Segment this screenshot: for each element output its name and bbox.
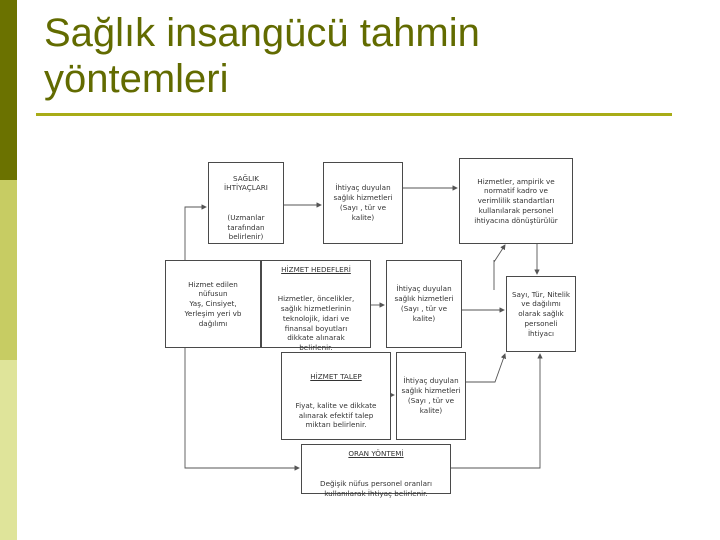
box-sayi-tur-nitelik xyxy=(506,276,576,352)
slide-title: Sağlık insangücü tahmin yöntemleri xyxy=(44,11,480,101)
box-hizmet-hedefleri-heading: HİZMET HEDEFLERİ xyxy=(281,264,351,274)
box-hizmetler-ampirik xyxy=(459,158,573,244)
box-ihtiyac-duyulan-1-text: İhtiyaç duyulan sağlık hizmetleri (Sayı , tür ve kalite) xyxy=(333,183,393,222)
box-ihtiyac-duyulan-3-text: İhtiyaç duyulan sağlık hizmetleri (Sayı , tür ve kalite) xyxy=(401,376,461,415)
sidebar-stripe-medium xyxy=(0,180,17,360)
box-hizmet-talebi xyxy=(281,352,391,440)
box-saglik-ihtiyaclari-body: (Uzmanlar tarafından belirlenir) xyxy=(227,212,265,242)
box-saglik-ihtiyaclari xyxy=(208,162,284,244)
sidebar-stripe xyxy=(0,0,17,540)
box-ihtiyac-duyulan-2 xyxy=(386,260,462,348)
box-hizmet-edilen-nufus xyxy=(165,260,261,348)
box-ihtiyac-duyulan-2-text: İhtiyaç duyulan sağlık hizmetleri (Sayı , tür ve kalite) xyxy=(394,284,454,323)
box-ihtiyac-duyulan-3 xyxy=(396,352,466,440)
box-hizmet-talebi-heading: HİZMET TALEP xyxy=(310,371,362,381)
sidebar-stripe-dark xyxy=(0,0,17,180)
box-oran-yontemi-heading: ORAN YÖNTEMİ xyxy=(348,449,404,459)
box-saglik-ihtiyaclari-heading: SAĞLIK İHTİYAÇLARI xyxy=(224,173,268,193)
box-ihtiyac-duyulan-1 xyxy=(323,162,403,244)
box-oran-yontemi xyxy=(301,444,451,498)
box-sayi-tur-nitelik-text: Sayı, Tür, Nitelik ve dağılımı olarak sağlık personeli İhtiyacı xyxy=(511,289,571,338)
box-hizmet-hedefleri xyxy=(261,260,371,353)
box-hizmet-edilen-nufus-text: Hizmet edilen nüfusun Yaş, Cinsiyet, Yerleşim yeri vb dağılımı xyxy=(184,279,242,328)
box-hizmet-talebi-body: Fiyat, kalite ve dikkate alınarak efektif talep miktarı belirlenir. xyxy=(295,400,377,430)
box-hizmetler-ampirik-text: Hizmetler, ampirik ve normatif kadro ve verimlilik standartları kullanılarak personel ihtiyacına dönüştürülür xyxy=(474,176,558,225)
box-oran-yontemi-body: Değişik nüfus personel oranları kullanılarak İhtiyaç belirlenir. xyxy=(320,478,432,498)
box-hizmet-hedefleri-body: Hizmetler, öncelikler, sağlık hizmetlerinin teknolojik, idari ve finansal boyutları dikkate alınarak belirlenir. xyxy=(277,294,355,353)
sidebar-stripe-light xyxy=(0,360,17,540)
title-underline xyxy=(36,113,672,116)
flow-diagram xyxy=(160,150,580,500)
